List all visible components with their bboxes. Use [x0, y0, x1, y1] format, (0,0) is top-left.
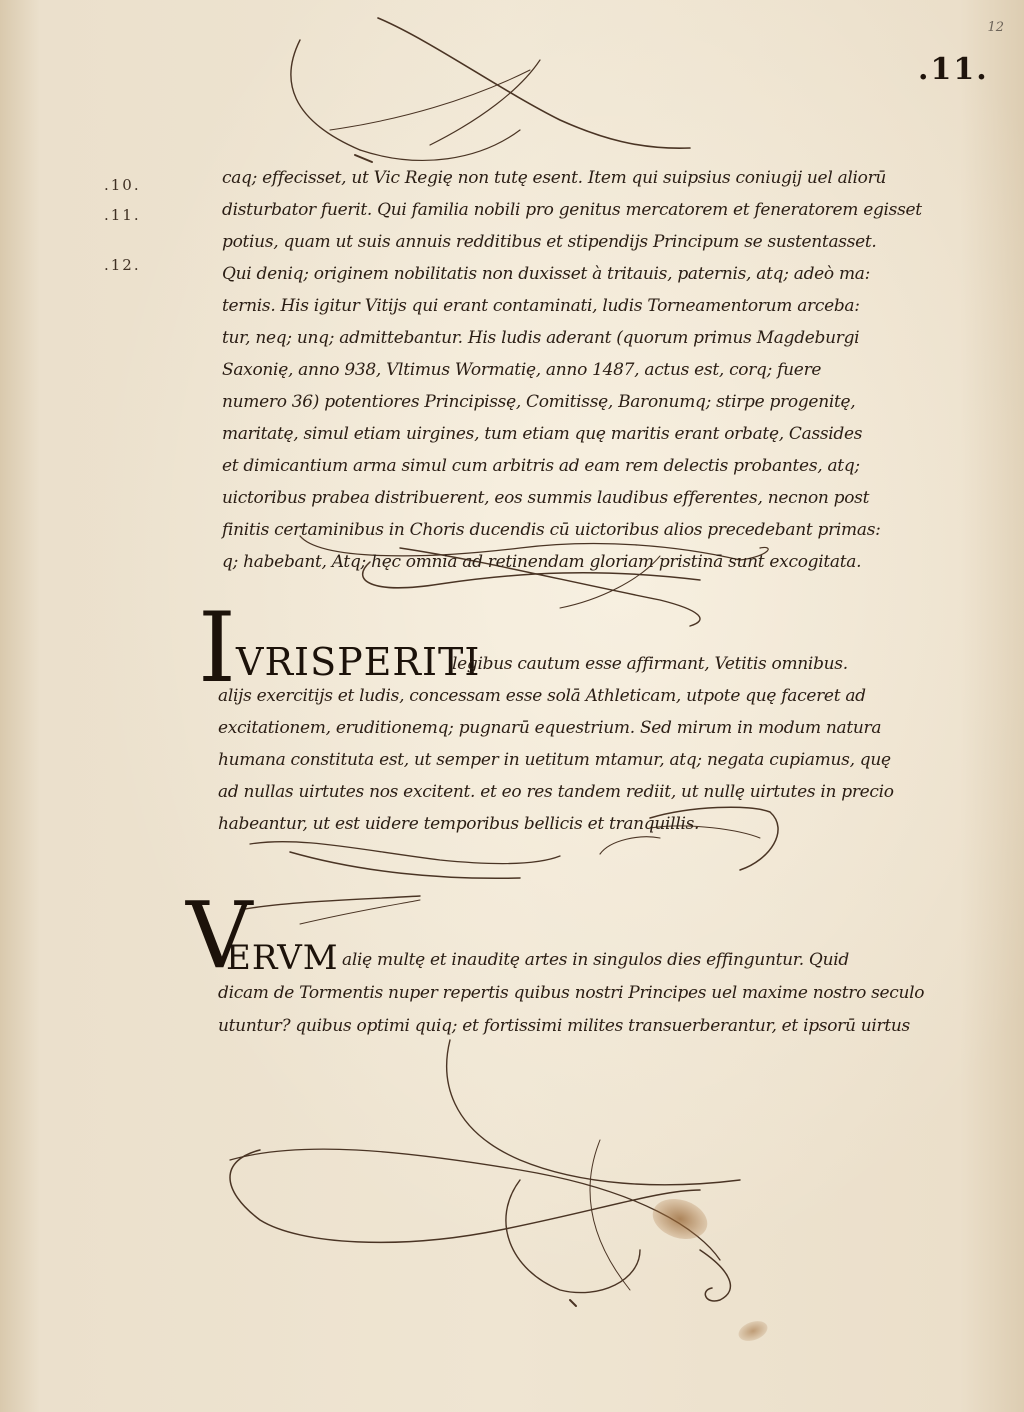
- text-line: humana constituta est, ut semper in uetitum mtamur, atq; negata cupiamus, quę: [218, 750, 891, 770]
- text-line: finitis certaminibus in Choris ducendis cū uictoribus alios precedebant primas:: [222, 520, 881, 540]
- text-line: utuntur? quibus optimi quiq; et fortissimi milites transuerberantur, et ipsorū uirtus: [218, 1016, 910, 1036]
- paragraph-2: [218, 648, 894, 840]
- text-line: ternis. His igitur Vitijs qui erant contaminati, ludis Torneamentorum arceba:: [222, 296, 860, 316]
- margin-number-12: .12.: [104, 256, 141, 274]
- text-line: alię multę et inauditę artes in singulos dies effinguntur. Quid: [342, 950, 849, 970]
- drop-cap-v: V: [186, 882, 253, 989]
- top-flourish: [291, 18, 690, 162]
- ink-stain-small: [736, 1317, 770, 1344]
- text-line: ad nullas uirtutes nos excitent. et eo res tandem rediit, ut nullę uirtutes in precio: [218, 782, 894, 802]
- heading-word-iurisperiti: VRISPERITI: [236, 640, 481, 684]
- text-line: dicam de Tormentis nuper repertis quibus nostri Principes uel maxime nostro seculo: [218, 983, 925, 1003]
- text-line: alijs exercitijs et ludis, concessam esse solā Athleticam, utpote quę faceret ad: [218, 686, 866, 706]
- pencil-page-number: 12: [987, 20, 1004, 35]
- text-line: et dimicantium arma simul cum arbitris ad eam rem delectis probantes, atq;: [222, 456, 860, 476]
- text-line: maritatę, simul etiam uirgines, tum etiam quę maritis erant orbatę, Cassides: [222, 424, 863, 444]
- margin-number-10: .10.: [104, 176, 141, 194]
- text-line: habeantur, ut est uidere temporibus bellicis et tranquillis.: [218, 814, 700, 834]
- paragraph-1: [222, 162, 922, 578]
- text-line: numero 36) potentiores Principissę, Comitissę, Baronumq; stirpe progenitę,: [222, 392, 856, 412]
- bottom-flourish: [230, 1040, 740, 1306]
- text-line: excitationem, eruditionemq; pugnarū equestrium. Sed mirum in modum natura: [218, 718, 882, 738]
- text-line: legibus cautum esse affirmant, Vetitis omnibus.: [452, 654, 848, 674]
- heading-word-verum: ERVM: [226, 938, 339, 978]
- text-line: caq; effecisset, ut Vic Regię non tutę esent. Item qui suipsius coniugij uel aliorū: [222, 168, 887, 188]
- text-line: tur, neq; unq; admittebantur. His ludis aderant (quorum primus Magdeburgi: [222, 328, 860, 348]
- text-line: disturbator fuerit. Qui familia nobili pro genitus mercatorem et feneratorem egisset: [222, 200, 922, 220]
- text-line: Qui deniq; originem nobilitatis non duxisset à tritauis, paternis, atq; adeò ma:: [222, 264, 871, 284]
- text-line: potius, quam ut suis annuis redditibus et stipendijs Principum se sustentasset.: [222, 232, 877, 252]
- drop-cap-i: I: [198, 592, 236, 704]
- margin-number-11: .11.: [104, 206, 141, 224]
- text-line: uictoribus prabea distribuerent, eos summis laudibus efferentes, necnon post: [222, 488, 870, 508]
- text-line: q; habebant, Atq; hęc omnia ad retinendam gloriam pristinā sunt excogitata.: [222, 552, 862, 572]
- text-line: Saxonię, anno 938, Vltimus Wormatię, anno 1487, actus est, corq; fuere: [222, 360, 822, 380]
- folio-number: .11.: [918, 52, 989, 87]
- ink-stain: [647, 1192, 712, 1245]
- paragraph-3: [218, 944, 924, 1043]
